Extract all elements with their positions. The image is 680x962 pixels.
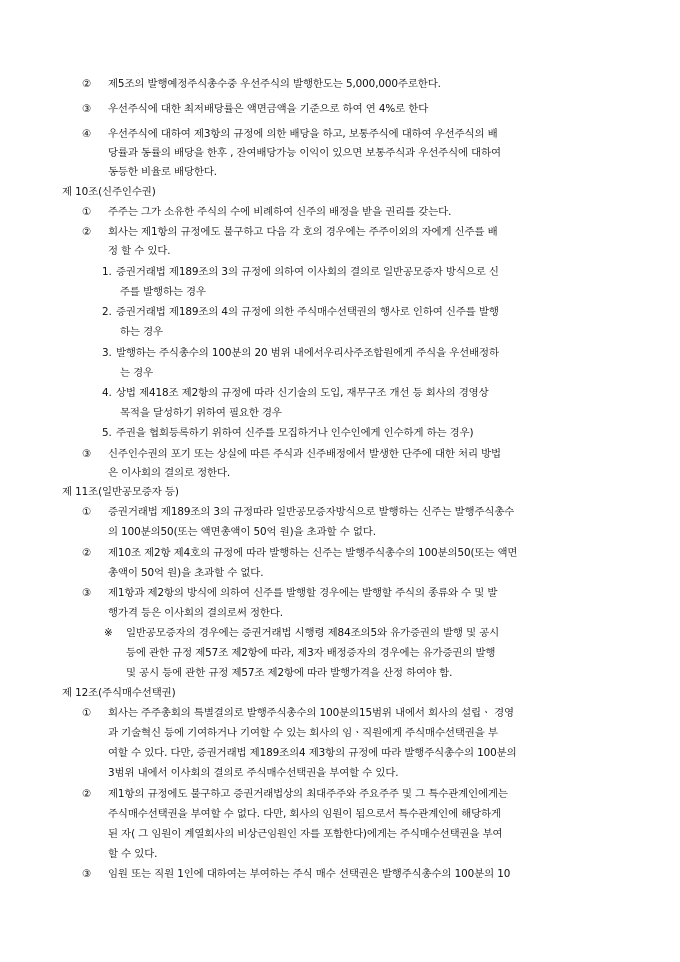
circled-number: ③ (82, 587, 92, 599)
continuation-line: 주식매수선택권을 부여할 수 없다. 다만, 회사의 임원이 됨으로서 특수관계인에 해당하게 (108, 808, 501, 820)
clause-line (82, 787, 508, 801)
line-text: 우선주식에 대하여 제3항의 규정에 의한 배당을 하고, 보통주식에 대하여 우선주식의 배 (108, 128, 498, 140)
note-line (104, 626, 499, 640)
item-number: 5. (102, 427, 112, 439)
continuation-line: 의 100분의50(또는 액면총액이 50억 원)을 초과할 수 없다. (108, 526, 376, 538)
clause-line (82, 706, 514, 720)
clause-line (82, 225, 498, 239)
line-text: 증권거래법 제189조의 3의 규정에 의하여 이사회의 결의로 일반공모증자 방식으로 신 (116, 266, 499, 278)
line-text: 제5조의 발행예정주식총수중 우선주식의 발행한도는 5,000,000주로한다. (108, 78, 441, 90)
line-text: 회사는 제1항의 규정에도 불구하고 다음 각 호의 경우에는 주주이외의 자에게 신주를 배 (108, 226, 498, 238)
continuation-line: 정 할 수 있다. (108, 245, 171, 257)
continuation-line: 된 자( 그 임원이 계열회사의 비상근임원인 자를 포함한다)에게는 주식매수선택권을 부여 (108, 828, 503, 840)
circled-number: ① (82, 506, 92, 518)
circled-number: ① (82, 206, 92, 218)
clause-line (82, 127, 498, 141)
circled-number: ③ (82, 868, 92, 880)
clause-line (82, 586, 497, 600)
item-number: 2. (102, 306, 112, 318)
article-heading: 제 12조(주식매수선택권) (62, 687, 176, 699)
article-heading: 제 10조(신주인수권) (62, 186, 156, 198)
line-text: 신주인수권의 포기 또는 상실에 따른 주식과 신주배정에서 발생한 단주에 대한 처리 방법 (108, 448, 501, 460)
item-number: 1. (102, 266, 112, 278)
article-heading: 제 11조(일반공모증자 등) (62, 486, 179, 498)
continuation-line: 3범위 내에서 이사회의 결의로 주식매수선택권을 부여할 수 있다. (108, 767, 399, 779)
numbered-item (102, 426, 474, 440)
line-text: 제10조 제2항 제4호의 규정에 따라 발행하는 신주는 발행주식총수의 100분의50(또는 액면 (108, 547, 518, 559)
numbered-item (102, 305, 499, 319)
continuation-line: 할 수 있다. (108, 848, 158, 860)
clause-line (82, 205, 451, 219)
continuation-line: 행가격 등은 이사회의 결의로써 정한다. (108, 607, 284, 619)
circled-number: ② (82, 788, 92, 800)
clause-line (82, 102, 428, 116)
continuation-line: 총액이 50억 원)을 초과할 수 없다. (108, 567, 264, 579)
numbered-item (102, 386, 489, 400)
continuation-line: 및 공시 등에 관한 규정 제57조 제2항에 따라 발행가격을 산정 하여야 함. (126, 667, 453, 679)
continuation-line: 당률과 동률의 배당을 한후 , 잔여배당가능 이익이 있으면 보통주식과 우선주식에 대하여 (108, 147, 501, 159)
line-text: 발행하는 주식총수의 100분의 20 범위 내에서우리사주조합원에게 주식을 우선배정하 (116, 347, 499, 359)
numbered-item (102, 346, 499, 360)
item-number: 4. (102, 387, 112, 399)
clause-line (82, 505, 514, 519)
line-text: 제1항의 규정에도 불구하고 증권거래법상의 최대주주와 주요주주 및 그 특수관계인에게는 (108, 788, 508, 800)
circled-number: ① (82, 707, 92, 719)
clause-line (82, 867, 510, 881)
circled-number: ② (82, 78, 92, 90)
clause-line (82, 447, 501, 461)
continuation-line: 등에 관한 규정 제57조 제2항에 따라, 제3자 배정증자의 경우에는 유가증권의 발행 (126, 647, 496, 659)
continuation-line: 목적을 달성하기 위하여 필요한 경우 (120, 407, 282, 419)
line-text: 일반공모증자의 경우에는 증권거래법 시행령 제84조의5와 유가증권의 발행 및 공시 (126, 627, 500, 639)
line-text: 상법 제418조 제2항의 규정에 따라 신기술의 도입, 재무구조 개선 등 회사의 경영상 (116, 387, 489, 399)
circled-number: ③ (82, 103, 92, 115)
note-mark: ※ (104, 627, 113, 639)
continuation-line: 과 기술혁신 등에 기여하거나 기여할 수 있는 회사의 임ㆍ직원에게 주식매수선택권을 부 (108, 727, 498, 739)
line-text: 제1항과 제2항의 방식에 의하여 신주를 발행할 경우에는 발행할 주식의 종류와 수 및 발 (108, 587, 498, 599)
circled-number: ② (82, 547, 92, 559)
continuation-line: 동등한 비율로 배당한다. (108, 166, 217, 178)
item-number: 3. (102, 347, 112, 359)
line-text: 우선주식에 대한 최저배당률은 액면금액을 기준으로 하여 연 4%로 한다 (108, 103, 429, 115)
clause-line (82, 77, 441, 91)
circled-number: ③ (82, 448, 92, 460)
line-text: 증권거래법 제189조의 4의 규정에 의한 주식매수선택권의 행사로 인하여 신주를 발행 (116, 306, 499, 318)
continuation-line: 주를 발행하는 경우 (120, 286, 206, 298)
line-text: 임원 또는 직원 1인에 대하여는 부여하는 주식 매수 선택권은 발행주식총수의 100분의 10 (108, 868, 511, 880)
continuation-line: 는 경우 (120, 367, 154, 379)
continuation-line: 여할 수 있다. 다만, 증권거래법 제189조의4 제3항의 규정에 따라 발행주식총수의 100분의 (108, 747, 517, 759)
continuation-line: 은 이사회의 결의로 정한다. (108, 467, 231, 479)
numbered-item (102, 265, 499, 279)
clause-line (82, 546, 517, 560)
line-text: 증권거래법 제189조의 3의 규정따라 일반공모증자방식으로 발행하는 신주는 발행주식총수 (108, 506, 515, 518)
line-text: 주권을 협회등록하기 위하여 신주를 모집하거나 인수인에게 인수하게 하는 경우) (116, 427, 474, 439)
circled-number: ④ (82, 128, 92, 140)
line-text: 주주는 그가 소유한 주식의 수에 비례하여 신주의 배정을 받을 권리를 갖는다. (108, 206, 452, 218)
line-text: 회사는 주주총회의 특별결의로 발행주식총수의 100분의15범위 내에서 회사의 설립ㆍ 경영 (108, 707, 514, 719)
continuation-line: 하는 경우 (120, 326, 163, 338)
circled-number: ② (82, 226, 92, 238)
